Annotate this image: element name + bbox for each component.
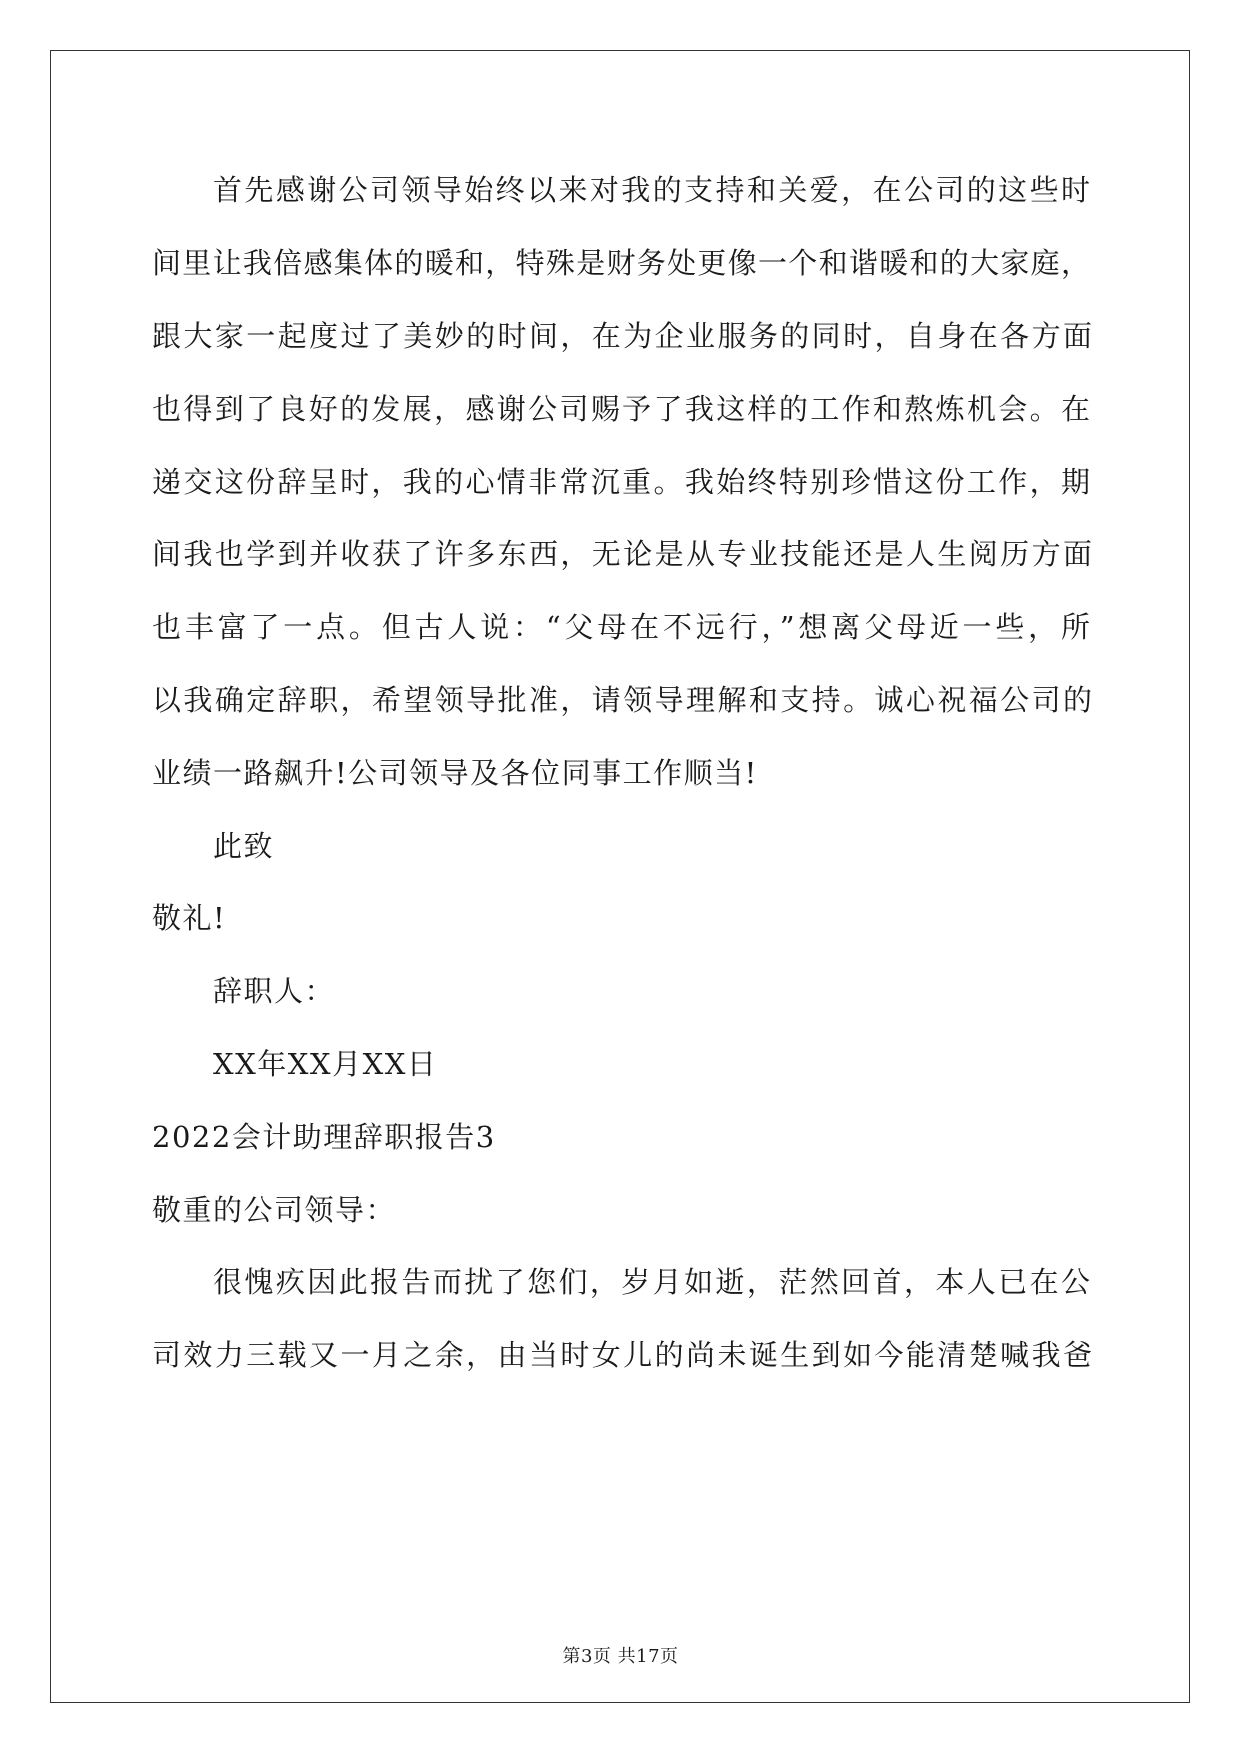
closing-salutation: 此致 [213,829,275,863]
paragraph-line: 业绩一路飙升!公司领导及各位同事工作顺当! [152,756,758,790]
signature-label: 辞职人： [213,974,336,1008]
paragraph-line: 很愧疚因此报告而扰了您们，岁月如逝，茫然回首，本人已在公 [213,1265,1090,1299]
paragraph-line: 也丰富了一点。但古人说：“父母在不远行，”想离父母近一些，所 [152,610,1090,644]
paragraph-line: 间我也学到并收获了许多东西，无论是从专业技能还是人生阅历方面 [152,537,1092,571]
paragraph-line: 也得到了良好的发展，感谢公司赐予了我这样的工作和熬炼机会。在 [152,392,1090,426]
date-line: XX年XX月XX日 [213,1047,438,1081]
paragraph-line: 递交这份辞呈时，我的心情非常沉重。我始终特别珍惜这份工作，期 [152,465,1090,499]
page-number: 第3页 共17页 [562,1646,679,1667]
paragraph-line: 首先感谢公司领导始终以来对我的支持和关爱，在公司的这些时 [213,173,1090,207]
paragraph-line: 以我确定辞职，希望领导批准，请领导理解和支持。诚心祝福公司的 [152,683,1092,717]
paragraph-line: 间里让我倍感集体的暖和，特殊是财务处更像一个和谐暖和的大家庭， [152,246,1090,280]
paragraph-line: 跟大家一起度过了美妙的时间，在为企业服务的同时，自身在各方面 [152,319,1092,353]
closing-regards: 敬礼! [152,901,227,935]
section-title: 2022会计助理辞职报告3 [152,1120,496,1154]
paragraph-line: 司效力三载又一月之余，由当时女儿的尚未诞生到如今能清楚喊我爸 [152,1338,1092,1372]
page-border [50,50,1190,1703]
greeting: 敬重的公司领导： [152,1193,397,1227]
